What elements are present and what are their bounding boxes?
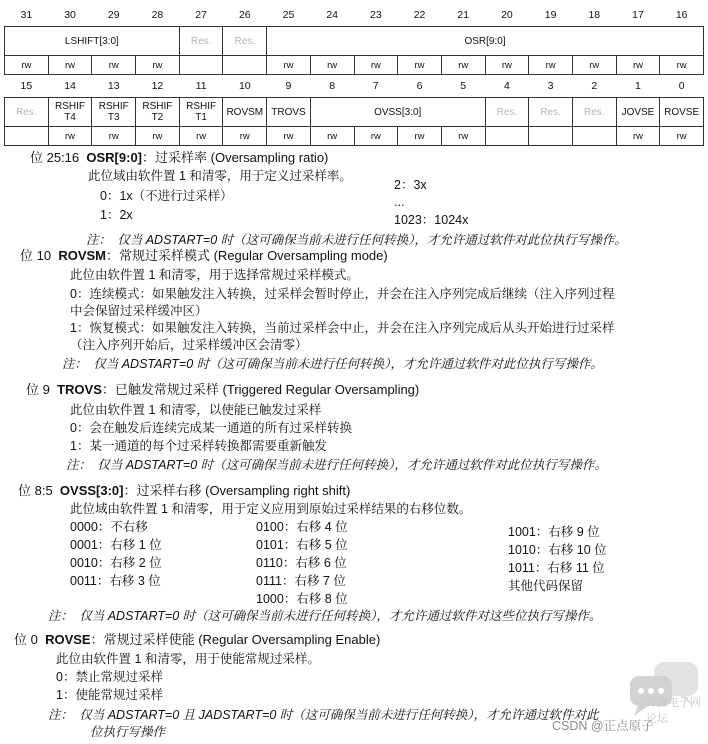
ovss-code: 0011：右移 3 位 [70,574,161,588]
rovsm-desc: 此位由软件置 1 和清零，用于选择常规过采样模式。 [70,268,359,282]
field-jovse: JOVSE [616,98,660,127]
rovse-note-line1: 注： 仅当 ADSTART=0 且 JADSTART=0 时（这可确保当前未进行任何转换），才允许通过软件对此 [48,708,599,722]
rovsm-note: 注： 仅当 ADSTART=0 时（这可确保当前未进行任何转换），才允许通过软件对此位执行写操作。 [62,357,603,371]
register-map [4,4,704,146]
bit-number: 22 [413,8,426,21]
rovse-name: ROVSE [45,632,91,647]
access-empty [572,127,616,146]
field-reserved: Res. [529,98,573,127]
ovss-code: 0001：右移 1 位 [70,538,162,552]
access-rw: rw [223,127,267,146]
upper-access [5,56,704,75]
bit-number: 4 [503,79,510,92]
access-rw: rw [660,127,704,146]
rovse-desc: 此位由软件置 1 和清零，用于使能常规过采样。 [56,652,320,666]
field-reserved: Res. [485,98,529,127]
trovs-desc: 此位由软件置 1 和清零，以使能已触发过采样 [70,403,322,417]
access-rw: rw [354,127,398,146]
field-rshift3: RSHIF T3 [92,98,136,127]
access-rw: rw [441,56,485,75]
access-rw: rw [92,56,136,75]
ovss-code: 0000：不右移 [70,520,148,534]
ovss-desc: 此位域由软件置 1 和清零，用于定义应用到原始过采样结果的右移位数。 [70,502,472,516]
ovss-code: 其他代码保留 [508,579,584,593]
rovsm-mode-1-line2: （注入序列开始后，过采样缓冲区会清零） [70,338,308,352]
bit-number: 29 [107,8,120,21]
upper-bit-numbers [5,4,704,27]
trovs-bits: 位 9 [26,382,50,397]
access-rw: rw [660,56,704,75]
bit-number: 17 [632,8,644,21]
bit-number: 24 [326,8,338,21]
bit-number: 16 [675,8,688,21]
lower-bit-numbers [5,75,704,98]
access-rw: rw [92,127,136,146]
osr-name: OSR[9:0] [86,150,143,165]
bit-number: 10 [238,79,251,92]
rovsm-bits: 位 10 [20,248,52,263]
bit-number: 14 [64,79,76,92]
bit-number: 9 [285,79,292,92]
access-empty [485,127,529,146]
trovs-title: ：已触发常规过采样 (Triggered Regular Oversampling) [101,382,420,397]
ovss-code: 1010：右移 10 位 [508,543,607,557]
access-rw: rw [616,56,660,75]
bit-number: 8 [329,79,336,92]
bit-number: 26 [238,8,251,21]
ovss-title: ：过采样右移 (Oversampling right shift) [123,483,351,498]
access-rw: rw [267,56,311,75]
field-rshift1: RSHIF T1 [179,98,223,127]
bit-number: 27 [195,8,207,21]
ovss-bits: 位 8:5 [18,483,53,498]
access-rw: rw [485,56,529,75]
bit-number: 0 [678,79,685,92]
bit-number: 3 [547,79,554,92]
field-ovss: OVSS[3:0] [310,98,485,127]
osr-note: 注： 仅当 ADSTART=0 时（这可确保当前未进行任何转换），才允许通过软件对此位执行写操作。 [86,233,627,247]
access-rw: rw [310,127,354,146]
field-osr: OSR[9:0] [267,27,704,56]
rovsm-mode-1-line1: 1：恢复模式：如果触发注入转换，当前过采样会中止，并会在注入序列完成后从头开始进行过采样 [70,321,615,335]
field-reserved: Res. [5,98,49,127]
bit-number: 25 [282,8,295,21]
access-rw: rw [136,127,180,146]
trovs-name: TROVS [57,382,102,397]
field-rshift2: RSHIF T2 [136,98,180,127]
ovss-name: OVSS[3:0] [59,483,124,498]
osr-dots: ... [394,195,405,209]
ovss-code: 0111：右移 7 位 [256,574,346,588]
ovss-code: 0100：右移 4 位 [256,520,348,534]
access-empty [5,127,49,146]
trovs-note: 注： 仅当 ADSTART=0 时（这可确保当前未进行任何转换），才允许通过软件对此位执行写操作。 [66,458,607,472]
ovss-code: 0110：右移 6 位 [256,556,347,570]
rovsm-heading [20,248,388,264]
osr-title: ：过采样率 (Oversampling ratio) [142,150,329,165]
bit-number: 23 [370,8,382,21]
osr-value-1023: 1023：1024x [394,213,469,227]
access-rw: rw [398,56,442,75]
access-rw: rw [310,56,354,75]
trovs-option-0: 0：会在触发后连续完成某一通道的所有过采样转换 [70,421,352,435]
ovss-code: 1011：右移 11 位 [508,561,605,575]
ovss-code: 1000：右移 8 位 [256,592,348,606]
bit-number: 30 [64,8,76,21]
osr-bits: 位 25:16 [30,150,80,165]
rovse-heading [14,632,380,648]
access-rw: rw [5,56,49,75]
osr-value-0: 0：1x（不进行过采样） [100,189,233,203]
rovsm-mode-0-line1: 0：连续模式：如果触发注入转换，过采样会暂时停止，并会在注入序列完成后继续（注入序列过程 [70,287,615,301]
access-rw: rw [48,127,92,146]
access-empty [223,56,267,75]
access-empty [179,56,223,75]
access-rw: rw [48,56,92,75]
upper-fields [5,27,704,56]
forum-watermark: 开源电子网论坛 [646,697,701,725]
ovss-code: 0010：右移 2 位 [70,556,162,570]
rovse-title: ：常规过采样使能 (Regular Oversampling Enable) [90,632,381,647]
osr-value-2: 2：3x [394,178,427,192]
access-rw: rw [441,127,485,146]
rovsm-name: ROVSM [58,248,106,263]
access-rw: rw [267,127,311,146]
bit-number: 28 [151,8,164,21]
ovss-code: 1001：右移 9 位 [508,525,600,539]
access-rw: rw [136,56,180,75]
osr-value-1: 1：2x [100,208,133,222]
bit-number: 21 [457,8,470,21]
bit-number: 18 [588,8,601,21]
bit-number: 31 [20,8,33,21]
bit-number: 1 [635,79,641,92]
rovse-option-1: 1：使能常规过采样 [56,688,163,702]
bit-number: 15 [20,79,33,92]
field-trovs: TROVS [267,98,311,127]
rovse-bits: 位 0 [14,632,38,647]
field-rovse: ROVSE [660,98,704,127]
access-rw: rw [179,127,223,146]
ovss-note: 注： 仅当 ADSTART=0 时（这可确保当前未进行任何转换），才允许通过软件对这些位执行写操作。 [48,609,602,623]
field-rovsm: ROVSM [223,98,267,127]
access-rw: rw [572,56,616,75]
osr-desc: 此位域由软件置 1 和清零，用于定义过采样率。 [88,169,352,183]
field-reserved: Res. [179,27,223,56]
access-empty [529,127,573,146]
field-reserved: Res. [223,27,267,56]
rovsm-title: ：常规过采样模式 (Regular Oversampling mode) [105,248,388,263]
rovse-option-0: 0：禁止常规过采样 [56,670,163,684]
field-rshift4: RSHIF T4 [48,98,92,127]
ovss-code: 0101：右移 5 位 [256,538,348,552]
field-lshift: LSHIFT[3:0] [5,27,180,56]
bit-number: 12 [151,79,164,92]
bit-number: 19 [544,8,557,21]
osr-heading [30,150,328,166]
bit-number: 5 [460,79,467,92]
bit-number: 6 [416,79,423,92]
csdn-watermark: CSDN @正点原子 [552,719,654,733]
bit-number: 7 [372,79,379,92]
ovss-heading [18,483,350,499]
trovs-heading [26,382,419,398]
trovs-option-1: 1：某一通道的每个过采样转换都需要重新触发 [70,439,327,453]
bit-number: 20 [501,8,513,21]
access-rw: rw [529,56,573,75]
bit-number: 13 [107,79,120,92]
rovse-note-line2: 位执行写操作 [90,725,166,739]
access-rw: rw [616,127,660,146]
bit-number: 2 [591,79,598,92]
lower-access [5,127,704,146]
lower-fields [5,98,704,127]
bit-number: 11 [195,79,207,92]
field-reserved: Res. [572,98,616,127]
rovsm-mode-0-line2: 中会保留过采样缓冲区） [70,304,208,318]
access-rw: rw [354,56,398,75]
access-rw: rw [398,127,442,146]
